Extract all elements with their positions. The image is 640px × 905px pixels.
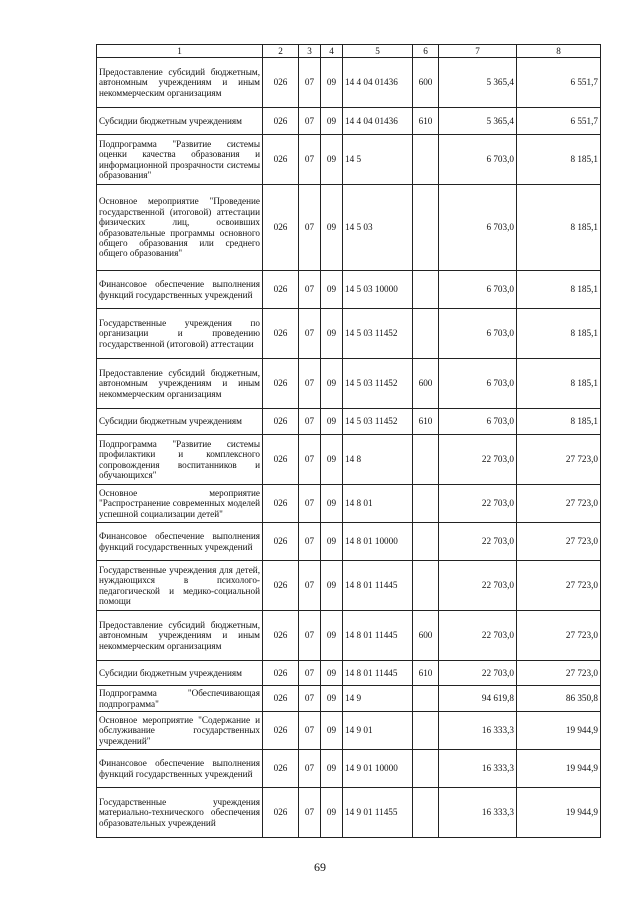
cell-amount-col8: 19 944,9 — [517, 712, 601, 750]
budget-table — [96, 44, 601, 838]
cell-amount-col7: 6 703,0 — [439, 409, 517, 435]
cell-expense-type — [413, 309, 439, 359]
cell-subsection: 09 — [321, 58, 343, 108]
cell-expense-type — [413, 686, 439, 712]
table-row — [97, 409, 601, 435]
header-cell: 2 — [263, 45, 299, 58]
row-name: Основное мероприятие "Проведение государственной (итоговой) аттестации физических лиц, освоивших образовательные программы основного общего образования или среднего общего образования" — [97, 185, 263, 271]
cell-section: 07 — [299, 359, 321, 409]
cell-amount-col8: 8 185,1 — [517, 359, 601, 409]
row-name: Основное мероприятие "Содержание и обслуживание государственных учреждений" — [97, 712, 263, 750]
row-name: Государственные учреждения для детей, нуждающихся в психолого-педагогической и медико-социальной помощи — [97, 561, 263, 611]
cell-ministry-code: 026 — [263, 611, 299, 661]
cell-ministry-code: 026 — [263, 108, 299, 135]
cell-section: 07 — [299, 135, 321, 185]
row-name: Субсидии бюджетным учреждениям — [97, 409, 263, 435]
cell-amount-col8: 8 185,1 — [517, 309, 601, 359]
cell-ministry-code: 026 — [263, 271, 299, 309]
cell-expense-type: 600 — [413, 359, 439, 409]
row-name: Подпрограмма "Обеспечивающая подпрограмма" — [97, 686, 263, 712]
cell-ministry-code: 026 — [263, 185, 299, 271]
cell-section: 07 — [299, 523, 321, 561]
row-name: Государственные учреждения по организации и проведению государственной (итоговой) аттестации — [97, 309, 263, 359]
header-cell: 3 — [299, 45, 321, 58]
table-row — [97, 788, 601, 838]
cell-amount-col7: 94 619,8 — [439, 686, 517, 712]
table-row — [97, 359, 601, 409]
cell-amount-col7: 22 703,0 — [439, 661, 517, 686]
row-name: Субсидии бюджетным учреждениям — [97, 661, 263, 686]
table-row — [97, 58, 601, 108]
cell-target-article: 14 5 03 11452 — [343, 359, 413, 409]
cell-section: 07 — [299, 788, 321, 838]
cell-amount-col8: 86 350,8 — [517, 686, 601, 712]
cell-subsection: 09 — [321, 661, 343, 686]
cell-expense-type: 610 — [413, 409, 439, 435]
cell-expense-type — [413, 435, 439, 485]
cell-ministry-code: 026 — [263, 435, 299, 485]
cell-amount-col8: 19 944,9 — [517, 750, 601, 788]
cell-target-article: 14 8 01 11445 — [343, 611, 413, 661]
cell-ministry-code: 026 — [263, 561, 299, 611]
table-row — [97, 271, 601, 309]
cell-section: 07 — [299, 435, 321, 485]
table-row — [97, 611, 601, 661]
cell-target-article: 14 9 01 — [343, 712, 413, 750]
cell-amount-col7: 5 365,4 — [439, 108, 517, 135]
cell-ministry-code: 026 — [263, 712, 299, 750]
table-row — [97, 712, 601, 750]
cell-amount-col8: 8 185,1 — [517, 271, 601, 309]
cell-section: 07 — [299, 58, 321, 108]
cell-subsection: 09 — [321, 359, 343, 409]
cell-amount-col7: 22 703,0 — [439, 611, 517, 661]
cell-subsection: 09 — [321, 611, 343, 661]
row-name: Финансовое обеспечение выполнения функций государственных учреждений — [97, 750, 263, 788]
row-name: Подпрограмма "Развитие системы оценки качества образования и информационной прозрачности системы образования" — [97, 135, 263, 185]
cell-expense-type: 610 — [413, 108, 439, 135]
cell-subsection: 09 — [321, 309, 343, 359]
cell-amount-col7: 22 703,0 — [439, 435, 517, 485]
cell-amount-col8: 8 185,1 — [517, 409, 601, 435]
row-name: Предоставление субсидий бюджетным, автономным учреждениям и иным некоммерческим организациям — [97, 58, 263, 108]
row-name: Подпрограмма "Развитие системы профилактики и комплексного сопровождения воспитанников и обучающихся" — [97, 435, 263, 485]
cell-section: 07 — [299, 271, 321, 309]
cell-subsection: 09 — [321, 135, 343, 185]
table-row — [97, 661, 601, 686]
cell-ministry-code: 026 — [263, 750, 299, 788]
cell-target-article: 14 5 03 11452 — [343, 309, 413, 359]
cell-amount-col7: 6 703,0 — [439, 309, 517, 359]
cell-amount-col8: 8 185,1 — [517, 135, 601, 185]
cell-subsection: 09 — [321, 185, 343, 271]
cell-amount-col7: 6 703,0 — [439, 359, 517, 409]
cell-amount-col7: 22 703,0 — [439, 561, 517, 611]
cell-subsection: 09 — [321, 108, 343, 135]
cell-target-article: 14 4 04 01436 — [343, 108, 413, 135]
row-name: Государственные учреждения материально-технического обеспечения образовательных учреждений — [97, 788, 263, 838]
cell-target-article: 14 8 01 11445 — [343, 561, 413, 611]
cell-subsection: 09 — [321, 409, 343, 435]
cell-amount-col7: 22 703,0 — [439, 523, 517, 561]
table-row — [97, 309, 601, 359]
cell-ministry-code: 026 — [263, 135, 299, 185]
table-row — [97, 686, 601, 712]
cell-amount-col7: 6 703,0 — [439, 135, 517, 185]
header-cell: 8 — [517, 45, 601, 58]
cell-expense-type — [413, 750, 439, 788]
header-row — [97, 45, 601, 58]
row-name: Предоставление субсидий бюджетным, автономным учреждениям и иным некоммерческим организациям — [97, 359, 263, 409]
row-name: Основное мероприятие "Распространение современных моделей успешной социализации детей" — [97, 485, 263, 523]
cell-target-article: 14 8 01 11445 — [343, 661, 413, 686]
cell-expense-type — [413, 135, 439, 185]
cell-ministry-code: 026 — [263, 485, 299, 523]
row-name: Субсидии бюджетным учреждениям — [97, 108, 263, 135]
header-cell: 7 — [439, 45, 517, 58]
cell-target-article: 14 4 04 01436 — [343, 58, 413, 108]
cell-amount-col7: 16 333,3 — [439, 712, 517, 750]
table-row — [97, 108, 601, 135]
table-row — [97, 523, 601, 561]
cell-amount-col8: 27 723,0 — [517, 435, 601, 485]
cell-subsection: 09 — [321, 686, 343, 712]
page-number: 69 — [314, 860, 326, 874]
cell-ministry-code: 026 — [263, 661, 299, 686]
cell-target-article: 14 5 — [343, 135, 413, 185]
cell-subsection: 09 — [321, 561, 343, 611]
cell-target-article: 14 5 03 11452 — [343, 409, 413, 435]
cell-target-article: 14 5 03 10000 — [343, 271, 413, 309]
cell-section: 07 — [299, 485, 321, 523]
table-row — [97, 185, 601, 271]
cell-subsection: 09 — [321, 523, 343, 561]
cell-amount-col7: 16 333,3 — [439, 788, 517, 838]
cell-expense-type: 600 — [413, 58, 439, 108]
table-body — [97, 58, 601, 838]
cell-section: 07 — [299, 611, 321, 661]
cell-section: 07 — [299, 185, 321, 271]
cell-target-article: 14 9 — [343, 686, 413, 712]
cell-ministry-code: 026 — [263, 409, 299, 435]
cell-target-article: 14 9 01 10000 — [343, 750, 413, 788]
cell-expense-type — [413, 788, 439, 838]
cell-subsection: 09 — [321, 271, 343, 309]
cell-target-article: 14 9 01 11455 — [343, 788, 413, 838]
cell-section: 07 — [299, 561, 321, 611]
cell-subsection: 09 — [321, 485, 343, 523]
cell-amount-col8: 27 723,0 — [517, 661, 601, 686]
cell-section: 07 — [299, 686, 321, 712]
cell-ministry-code: 026 — [263, 788, 299, 838]
cell-amount-col8: 27 723,0 — [517, 523, 601, 561]
cell-amount-col8: 6 551,7 — [517, 58, 601, 108]
cell-expense-type — [413, 712, 439, 750]
header-cell: 5 — [343, 45, 413, 58]
cell-expense-type — [413, 185, 439, 271]
cell-amount-col8: 27 723,0 — [517, 611, 601, 661]
cell-amount-col8: 8 185,1 — [517, 185, 601, 271]
cell-ministry-code: 026 — [263, 359, 299, 409]
cell-target-article: 14 8 01 10000 — [343, 523, 413, 561]
cell-amount-col7: 16 333,3 — [439, 750, 517, 788]
cell-expense-type — [413, 485, 439, 523]
cell-target-article: 14 8 — [343, 435, 413, 485]
cell-section: 07 — [299, 108, 321, 135]
table-row — [97, 135, 601, 185]
cell-amount-col7: 5 365,4 — [439, 58, 517, 108]
cell-ministry-code: 026 — [263, 58, 299, 108]
cell-subsection: 09 — [321, 750, 343, 788]
cell-amount-col7: 6 703,0 — [439, 271, 517, 309]
header-cell: 4 — [321, 45, 343, 58]
cell-amount-col7: 22 703,0 — [439, 485, 517, 523]
cell-subsection: 09 — [321, 435, 343, 485]
cell-amount-col8: 27 723,0 — [517, 561, 601, 611]
row-name: Финансовое обеспечение выполнения функций государственных учреждений — [97, 523, 263, 561]
cell-expense-type — [413, 523, 439, 561]
header-cell: 6 — [413, 45, 439, 58]
table-row — [97, 485, 601, 523]
cell-section: 07 — [299, 750, 321, 788]
table-row — [97, 435, 601, 485]
cell-ministry-code: 026 — [263, 686, 299, 712]
cell-amount-col8: 27 723,0 — [517, 485, 601, 523]
cell-amount-col8: 19 944,9 — [517, 788, 601, 838]
cell-section: 07 — [299, 309, 321, 359]
cell-subsection: 09 — [321, 712, 343, 750]
cell-subsection: 09 — [321, 788, 343, 838]
cell-section: 07 — [299, 409, 321, 435]
cell-target-article: 14 5 03 — [343, 185, 413, 271]
row-name: Предоставление субсидий бюджетным, автономным учреждениям и иным некоммерческим организациям — [97, 611, 263, 661]
cell-expense-type — [413, 561, 439, 611]
cell-target-article: 14 8 01 — [343, 485, 413, 523]
cell-amount-col7: 6 703,0 — [439, 185, 517, 271]
cell-section: 07 — [299, 712, 321, 750]
cell-amount-col8: 6 551,7 — [517, 108, 601, 135]
header-cell: 1 — [97, 45, 263, 58]
cell-ministry-code: 026 — [263, 523, 299, 561]
table-row — [97, 750, 601, 788]
cell-expense-type — [413, 271, 439, 309]
cell-ministry-code: 026 — [263, 309, 299, 359]
cell-section: 07 — [299, 661, 321, 686]
cell-expense-type: 600 — [413, 611, 439, 661]
table-row — [97, 561, 601, 611]
row-name: Финансовое обеспечение выполнения функций государственных учреждений — [97, 271, 263, 309]
cell-expense-type: 610 — [413, 661, 439, 686]
